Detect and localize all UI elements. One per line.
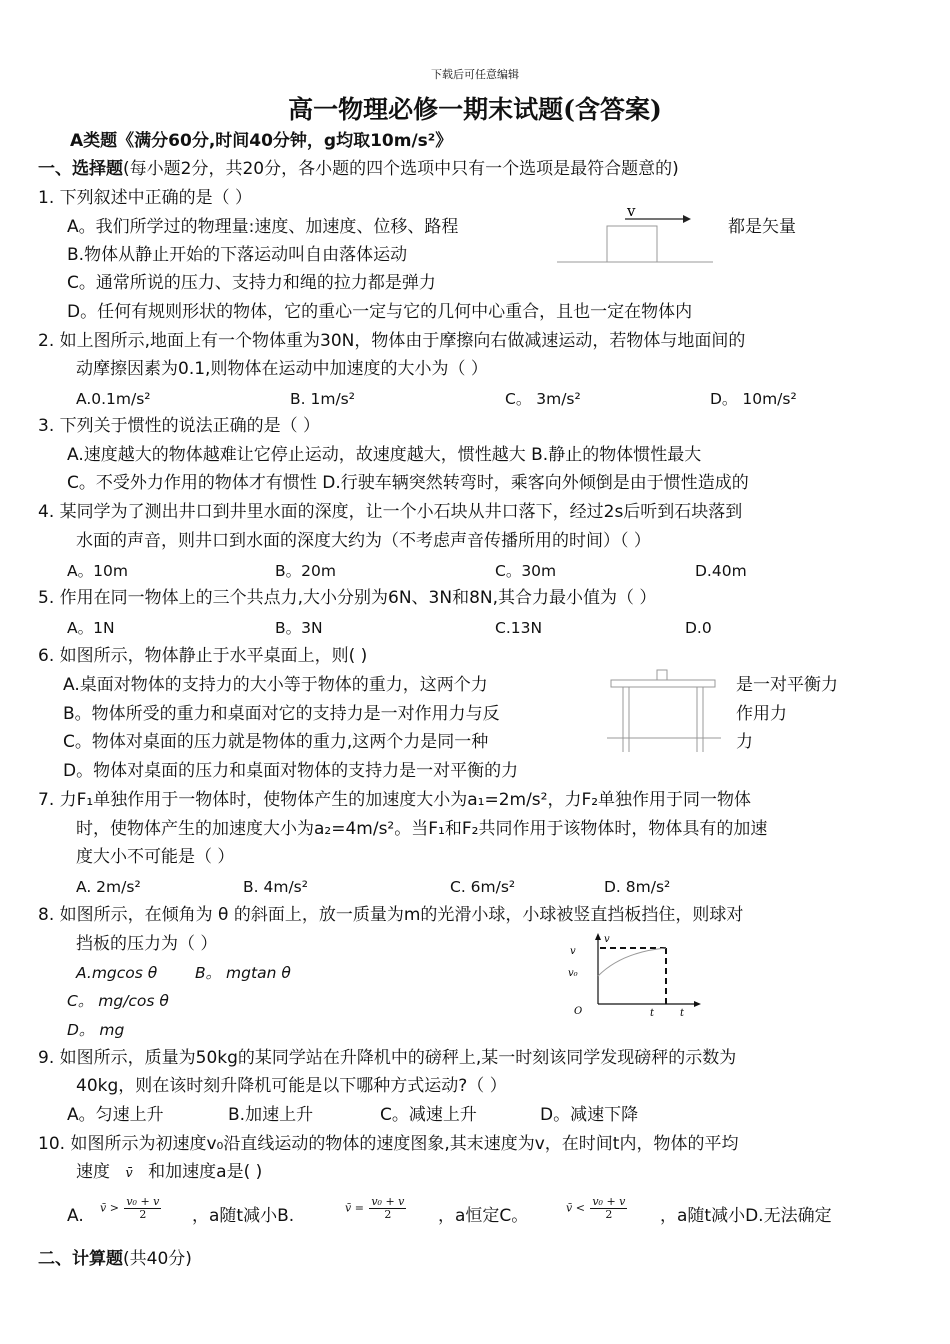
q5-option-d: D.0 xyxy=(685,619,712,637)
q1-option-d: D。任何有规则形状的物体，它的重心一定与它的几何中心重合，且也一定在物体内 xyxy=(67,302,693,322)
q10-a-frac-den: 2 xyxy=(139,1208,147,1221)
q10-c-frac-den: 2 xyxy=(605,1208,613,1221)
q6-option-b: B。物体所受的重力和桌面对它的支持力是一对作用力与反 xyxy=(63,704,500,724)
q6-option-a: A.桌面对物体的支持力的大小等于物体的重力，这两个力 xyxy=(63,675,488,695)
q9-option-d: D。减速下降 xyxy=(540,1105,639,1125)
q7-option-c: C. 6m/s² xyxy=(450,878,516,896)
graph-v0-label: v₀ xyxy=(568,968,578,979)
q6-option-d: D。物体对桌面的压力和桌面对物体的支持力是一对平衡的力 xyxy=(63,761,519,781)
q4-option-d: D.40m xyxy=(695,562,747,580)
q10-option-b-expr xyxy=(345,1196,406,1221)
q10-c-fraction xyxy=(590,1196,627,1221)
q3-stem: 3. 下列关于惯性的说法正确的是（ ） xyxy=(38,416,321,436)
section-1-label: 一、选择题 xyxy=(38,159,123,179)
q2-stem-2: 动摩擦因素为0.1,则物体在运动中加速度的大小为（ ） xyxy=(76,359,488,379)
q10-stem-2-b: 和加速度a是( ) xyxy=(148,1162,263,1182)
page-header: 下载后可任意编辑 xyxy=(431,68,519,81)
q2-option-a: A.0.1m/s² xyxy=(76,390,151,408)
q10-a-lhs: v̄ > xyxy=(100,1201,119,1215)
q7-stem-2: 时，使物体产生的加速度大小为a₂=4m/s²。当F₁和F₂共同作用于该物体时，物体具有的加速 xyxy=(76,819,768,839)
section-1-note: (每小题2分，共20分，各小题的四个选项中只有一个选项是最符合题意的) xyxy=(123,159,679,179)
q2-option-c: C。 3m/s² xyxy=(505,390,581,408)
exam-subtitle: A类题《满分60分,时间40分钟，g均取10m/s²》 xyxy=(70,131,453,151)
q2-option-b: B. 1m/s² xyxy=(290,390,355,408)
q10-vbar: v̄ xyxy=(125,1166,133,1181)
q10-b-lhs: v̄ = xyxy=(345,1201,364,1215)
q10-a-frac-num: v₀ + v xyxy=(126,1195,160,1208)
q1-option-a: A。我们所学过的物理量:速度、加速度、位移、路程 xyxy=(67,217,459,237)
q6-option-b-tail: 作用力 xyxy=(736,704,787,724)
q5-stem: 5. 作用在同一物体上的三个共点力,大小分别为6N、3N和8N,其合力最小值为（ ） xyxy=(38,588,657,608)
q1-block-figure xyxy=(555,202,720,268)
q10-option-c-expr xyxy=(566,1196,627,1221)
q2-stem-1: 2. 如上图所示,地面上有一个物体重为30N，物体由于摩擦向右做减速运动，若物体与地面间的 xyxy=(38,331,746,351)
q1-option-a-tail: 都是矢量 xyxy=(728,217,796,237)
q5-option-c: C.13N xyxy=(495,619,543,637)
q10-option-a-label: A. xyxy=(67,1206,84,1226)
q9-option-a: A。匀速上升 xyxy=(67,1105,164,1125)
q5-option-b: B。3N xyxy=(275,619,323,637)
q10-b-fraction xyxy=(369,1196,406,1221)
q4-stem-1: 4. 某同学为了测出井口到井里水面的深度，让一个小石块从井口落下，经过2s后听到石块落到 xyxy=(38,502,743,522)
q6-option-c: C。物体对桌面的压力就是物体的重力,这两个力是同一种 xyxy=(63,732,489,752)
q6-option-c-tail: 力 xyxy=(736,732,753,752)
section-2-heading xyxy=(38,1248,192,1270)
graph-v-label: v xyxy=(570,946,576,957)
q10-stem-2 xyxy=(76,1161,262,1185)
q7-stem-1: 7. 力F₁单独作用于一物体时，使物体产生的加速度大小为a₁=2m/s²，力F₂单独作用于同一物体 xyxy=(38,790,752,810)
q2-option-d: D。 10m/s² xyxy=(710,390,797,408)
q1-stem: 1. 下列叙述中正确的是（ ） xyxy=(38,188,253,208)
q10-option-a-tail: ，a随t减小B. xyxy=(192,1206,295,1226)
q3-options-ab: A.速度越大的物体越难让它停止运动，故速度越大，惯性越大 B.静止的物体惯性最大 xyxy=(67,445,702,465)
q10-stem-2-a: 速度 xyxy=(76,1162,110,1182)
page-title: 高一物理必修一期末试题(含答案) xyxy=(288,95,662,124)
section-2-label: 二、计算题 xyxy=(38,1249,123,1269)
q1-option-c: C。通常所说的压力、支持力和绳的拉力都是弹力 xyxy=(67,273,436,293)
q3-options-cd: C。不受外力作用的物体才有惯性 D.行驶车辆突然转弯时，乘客向外倾倒是由于惯性造成的 xyxy=(67,473,749,493)
q8-stem-1: 8. 如图所示，在倾角为 θ 的斜面上，放一质量为m的光滑小球，小球被竖直挡板挡住，则球对 xyxy=(38,905,744,925)
graph-v-axis-label: v xyxy=(604,934,610,945)
q10-b-frac-num: v₀ + v xyxy=(371,1195,405,1208)
q10-stem-1: 10. 如图所示为初速度v₀沿直线运动的物体的速度图象,其末速度为v，在时间t内，物体的平均 xyxy=(38,1134,739,1154)
q9-option-c: C。减速上升 xyxy=(380,1105,477,1125)
q4-option-c: C。30m xyxy=(495,562,557,580)
q10-c-lhs: v̄ < xyxy=(566,1201,585,1215)
q10-b-frac-den: 2 xyxy=(384,1208,392,1221)
q8-stem-2: 挡板的压力为（ ） xyxy=(76,934,218,954)
graph-t-axis-label: t xyxy=(680,1008,685,1019)
q6-table-figure xyxy=(605,666,725,758)
q10-option-a-expr xyxy=(100,1196,161,1221)
q9-option-b: B.加速上升 xyxy=(228,1105,314,1125)
q1-option-b: B.物体从静止开始的下落运动叫自由落体运动 xyxy=(67,245,408,265)
q5-option-a: A。1N xyxy=(67,619,115,637)
q7-option-b: B. 4m/s² xyxy=(243,878,308,896)
q8-option-c: C。 mg/cos θ xyxy=(67,992,169,1010)
graph-origin-label: O xyxy=(574,1006,583,1017)
q9-stem-1: 9. 如图所示，质量为50kg的某同学站在升降机中的磅秤上,某一时刻该同学发现磅秤的示数为 xyxy=(38,1048,737,1068)
q1-velocity-label: v xyxy=(627,202,636,220)
q4-stem-2: 水面的声音，则井口到水面的深度大约为（不考虑声音传播所用的时间）（ ） xyxy=(76,531,651,551)
q6-stem: 6. 如图所示，物体静止于水平桌面上，则( ) xyxy=(38,646,368,666)
q10-c-frac-num: v₀ + v xyxy=(592,1195,626,1208)
q6-option-a-tail: 是一对平衡力 xyxy=(736,675,838,695)
q4-option-b: B。20m xyxy=(275,562,336,580)
graph-t-label: t xyxy=(650,1008,655,1019)
q8-option-b: B。 mgtan θ xyxy=(195,964,291,982)
q9-stem-2: 40kg，则在该时刻升降机可能是以下哪种方式运动?（ ） xyxy=(76,1076,507,1096)
q10-velocity-graph xyxy=(562,930,702,1022)
q10-a-fraction xyxy=(124,1196,161,1221)
q7-option-d: D. 8m/s² xyxy=(604,878,671,896)
q7-stem-3: 度大小不可能是（ ） xyxy=(76,847,235,867)
q4-option-a: A。10m xyxy=(67,562,128,580)
q10-option-c-tail: ，a随t减小D.无法确定 xyxy=(660,1206,832,1226)
q7-option-a: A. 2m/s² xyxy=(76,878,141,896)
q10-option-b-tail: ，a恒定C。 xyxy=(438,1206,529,1226)
q8-option-a: A.mgcos θ xyxy=(76,964,158,982)
section-1-heading xyxy=(38,158,679,180)
q8-option-d: D。 mg xyxy=(67,1021,125,1039)
section-2-note: (共40分) xyxy=(123,1249,192,1269)
